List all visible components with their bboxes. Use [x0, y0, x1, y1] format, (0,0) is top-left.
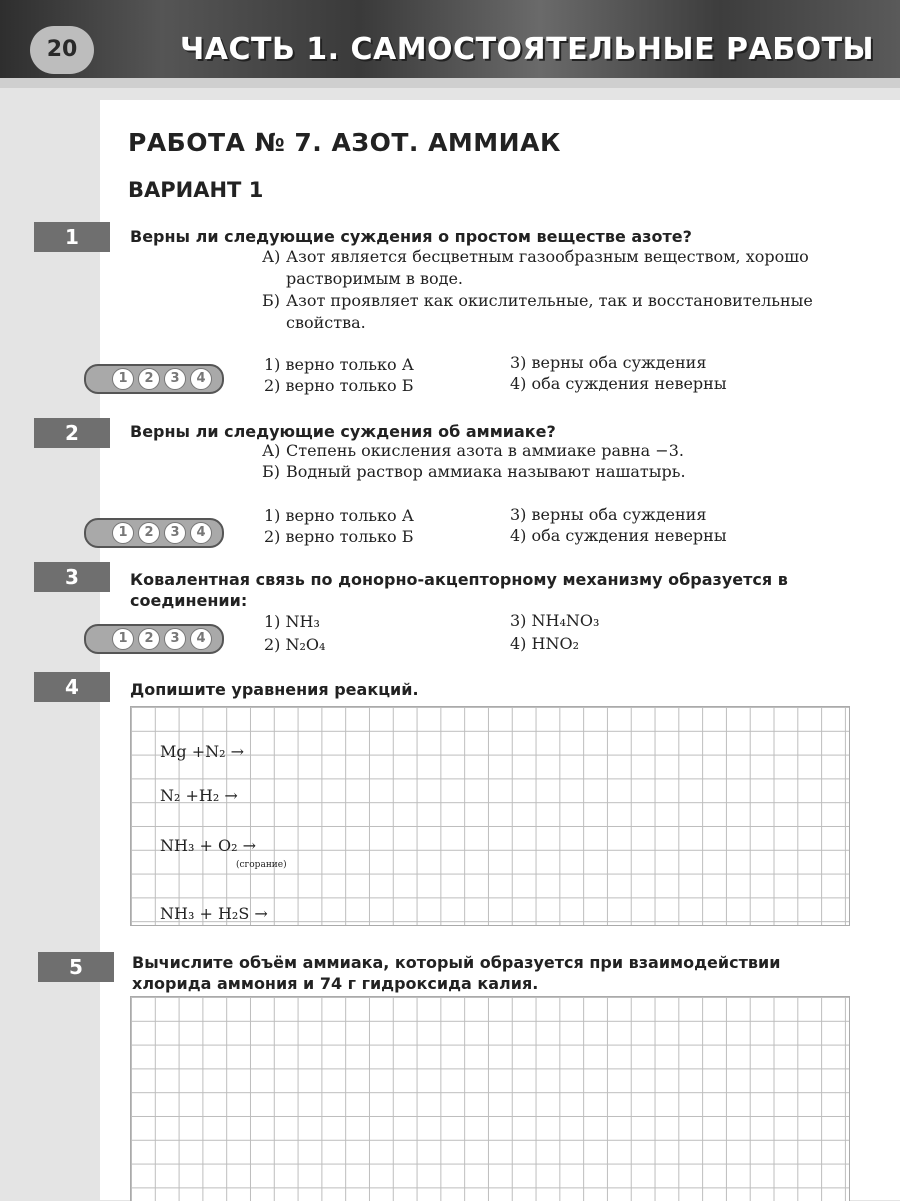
q1-statement-b-label: Б) [262, 291, 280, 310]
answer-circle-3[interactable]: 3 [164, 368, 186, 390]
q1-statement-a-line1: Азот является бесцветным газообразным веществом, хорошо [286, 247, 809, 266]
answer-circle-1[interactable]: 1 [112, 368, 134, 390]
question-4-number: 4 [34, 672, 110, 702]
equation-2: N₂ +H₂ → [160, 786, 238, 805]
q1-option-3: 3) верны оба суждения [510, 353, 707, 372]
q2-statement-a-text: Степень окисления азота в аммиаке равна −3. [286, 441, 684, 460]
question-2-text: Верны ли следующие суждения об аммиаке? [130, 422, 556, 441]
question-3-text-line1: Ковалентная связь по донорно-акцепторному механизму образуется в [130, 570, 788, 589]
q2-statement-b-label: Б) [262, 462, 280, 481]
q3-option-4: 4) HNO₂ [510, 634, 579, 653]
q1-option-2: 2) верно только Б [264, 376, 414, 395]
question-5-text-line1: Вычислите объём аммиака, который образуется при взаимодействии [132, 953, 781, 972]
question-5-number: 5 [38, 952, 114, 982]
answer-circle-2[interactable]: 2 [138, 628, 160, 650]
q1-statement-b-line2: свойства. [286, 313, 366, 332]
q3-option-3: 3) NH₄NO₃ [510, 611, 600, 630]
answer-circle-3[interactable]: 3 [164, 522, 186, 544]
answer-circle-3[interactable]: 3 [164, 628, 186, 650]
work-title: РАБОТА № 7. АЗОТ. АММИАК [128, 128, 561, 157]
q2-option-3: 3) верны оба суждения [510, 505, 707, 524]
q3-answer-circles[interactable] [84, 624, 224, 654]
answer-circle-4[interactable]: 4 [190, 628, 212, 650]
q2-option-4: 4) оба суждения неверны [510, 526, 727, 545]
question-2-number: 2 [34, 418, 110, 448]
header-banner [0, 0, 900, 88]
q1-answer-circles[interactable] [84, 364, 224, 394]
equation-3: NH₃ + O₂ → [160, 836, 256, 855]
question-1-number: 1 [34, 222, 110, 252]
q2-statement-a-label: А) [262, 441, 281, 460]
question-4-text: Допишите уравнения реакций. [130, 680, 419, 699]
answer-circle-1[interactable]: 1 [112, 628, 134, 650]
page-number: 20 [30, 26, 94, 74]
q1-statement-a-label: А) [262, 247, 281, 266]
q1-statement-b-line1: Азот проявляет как окислительные, так и восстановительные [286, 291, 813, 310]
answer-circle-2[interactable]: 2 [138, 368, 160, 390]
q2-answer-circles[interactable] [84, 518, 224, 548]
answer-grid-q5[interactable] [130, 996, 850, 1201]
q1-statement-a-line2: растворимым в воде. [286, 269, 463, 288]
q1-option-4: 4) оба суждения неверны [510, 374, 727, 393]
equation-1: Mg +N₂ → [160, 742, 245, 761]
equation-4: NH₃ + H₂S → [160, 904, 268, 923]
question-3-text-line2: соединении: [130, 591, 248, 610]
q2-option-2: 2) верно только Б [264, 527, 414, 546]
answer-circle-1[interactable]: 1 [112, 522, 134, 544]
question-1-text: Верны ли следующие суждения о простом веществе азоте? [130, 227, 692, 246]
variant-title: ВАРИАНТ 1 [128, 178, 264, 202]
part-title: ЧАСТЬ 1. САМОСТОЯТЕЛЬНЫЕ РАБОТЫ [180, 32, 875, 67]
q3-option-1: 1) NH₃ [264, 612, 320, 631]
q1-option-1: 1) верно только А [264, 355, 414, 374]
answer-circle-4[interactable]: 4 [190, 368, 212, 390]
equation-3-note: (сгорание) [236, 860, 287, 870]
answer-circle-2[interactable]: 2 [138, 522, 160, 544]
answer-circle-4[interactable]: 4 [190, 522, 212, 544]
question-5-text-line2: хлорида аммония и 74 г гидроксида калия. [132, 974, 539, 993]
q2-statement-b-text: Водный раствор аммиака называют нашатырь. [286, 462, 686, 481]
q3-option-2: 2) N₂O₄ [264, 635, 326, 654]
answer-grid-q4[interactable] [130, 706, 850, 926]
q2-option-1: 1) верно только А [264, 506, 414, 525]
question-3-number: 3 [34, 562, 110, 592]
